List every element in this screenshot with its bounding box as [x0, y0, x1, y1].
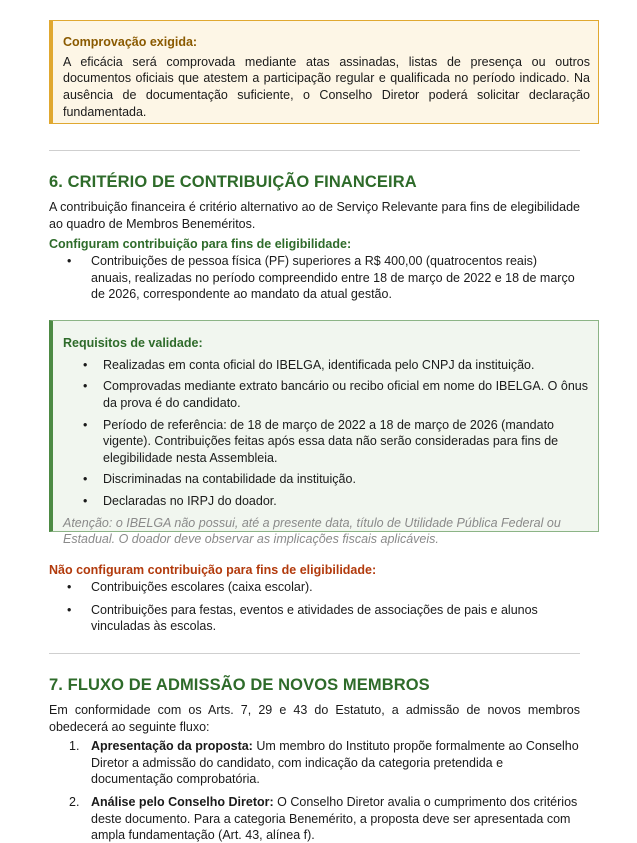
bullet-icon: •	[67, 602, 72, 617]
qualify-list	[49, 253, 580, 309]
step-number: 2.	[69, 794, 80, 809]
bullet-icon: •	[83, 357, 88, 372]
proof-callout-title: Comprovação exigida:	[63, 35, 198, 49]
validity-callout	[49, 320, 599, 547]
list-item: • Contribuições escolares (caixa escolar).	[67, 580, 313, 594]
bullet-icon: •	[83, 494, 88, 508]
section-6-intro: A contribuição financeira é critério alternativo ao de Serviço Relevante para fins de elegibilidade ao quadro de Membros Beneméritos.	[49, 200, 580, 231]
proof-callout-text: A eficácia será comprovada mediante atas assinadas, listas de presença ou outros documentos oficiais que atestem a participação regular e qualificada no período indicado. Na ausência de documentação suficiente, o Conselho Diretor poderá solicitar declaração fundamentada.	[63, 54, 590, 119]
step-text: Um membro do Instituto propõe formalmente ao Conselho Diretor a admissão do candidato, com indicação da categoria pretendida e documentação comprobatória.	[91, 739, 579, 787]
bullet-icon: •	[83, 472, 88, 487]
proof-callout	[49, 20, 599, 124]
list-item: • Declaradas no IRPJ do doador.	[83, 494, 277, 508]
section-7-intro: Em conformidade com os Arts. 7, 29 e 43 do Estatuto, a admissão de novos membros obedecerá ao seguinte fluxo:	[49, 703, 580, 734]
step-title: Análise pelo Conselho Diretor:	[91, 794, 274, 809]
divider	[49, 653, 580, 654]
step-number: 1.	[69, 739, 80, 753]
list-item: • Período de referência: de 18 de março de 2022 a 18 de março de 2026 (mandato vigente). Contribuições feitas após essa data não serão consideradas para fins de elegibilidade nesta Assembleia.	[83, 417, 559, 465]
step-item	[49, 738, 580, 788]
divider	[49, 150, 580, 151]
not-qualify-heading: Não configuram contribuição para fins de eligibilidade:	[49, 563, 377, 577]
validity-list	[63, 357, 590, 510]
qualify-heading: Configuram contribuição para fins de eligibilidade:	[49, 237, 352, 251]
step-item	[49, 794, 580, 843]
section-7-heading: 7. FLUXO DE ADMISSÃO DE NOVOS MEMBROS	[49, 676, 430, 694]
list-item: • Contribuições para festas, eventos e atividades de associações de pais e alunos vinculadas às escolas.	[67, 602, 538, 634]
list-item: • Comprovadas mediante extrato bancário ou recibo oficial em nome do IBELGA. O ônus da prova é do candidato.	[83, 379, 588, 410]
step-text: O Conselho Diretor avalia o cumprimento dos critérios deste documento. Para a categoria Benemérito, a proposta deve ser apresentada com ampla fundamentação (Art. 43, alínea f).	[91, 794, 578, 843]
bullet-icon: •	[67, 580, 72, 594]
fiscal-note: Atenção: o IBELGA não possui, até a presente data, título de Utilidade Pública Federal ou Estadual. O doador deve observar as implicações fiscais aplicáveis.	[63, 515, 561, 547]
list-item: • Discriminadas na contabilidade da instituição.	[83, 472, 356, 487]
not-qualify-list	[49, 579, 580, 641]
section-6-heading: 6. CRITÉRIO DE CONTRIBUIÇÃO FINANCEIRA	[49, 173, 417, 191]
list-item: • Realizadas em conta oficial do IBELGA, identificada pelo CNPJ da instituição.	[83, 357, 535, 372]
validity-callout-title: Requisitos de validade:	[63, 336, 203, 350]
bullet-icon: •	[83, 379, 88, 394]
list-item: • Contribuições de pessoa física (PF) superiores a R$ 400,00 (quatrocentos reais) anuais, realizadas no período compreendido entre 18 de março de 2022 e 18 de março de 2026, correspondente ao mandato da atual gestão.	[67, 254, 575, 302]
admission-steps	[49, 738, 580, 843]
bullet-icon: •	[67, 254, 72, 268]
step-title: Apresentação da proposta:	[91, 739, 253, 753]
bullet-icon: •	[83, 417, 88, 432]
